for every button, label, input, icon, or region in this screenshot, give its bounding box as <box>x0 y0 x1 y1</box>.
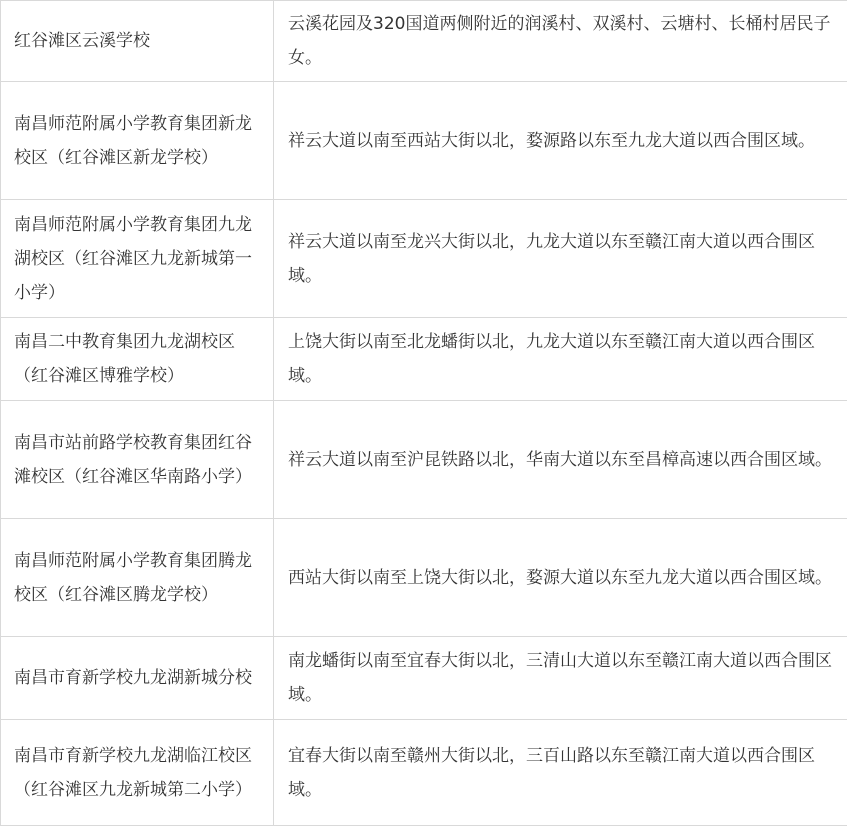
enrollment-area-cell: 上饶大街以南至北龙蟠街以北，九龙大道以东至赣江南大道以西合围区域。 <box>274 318 847 401</box>
table-row <box>1 401 847 519</box>
table-row <box>1 200 847 318</box>
school-name-cell: 南昌师范附属小学教育集团九龙湖校区（红谷滩区九龙新城第一小学） <box>1 200 274 318</box>
enrollment-area-cell: 祥云大道以南至沪昆铁路以北，华南大道以东至昌樟高速以西合围区域。 <box>274 401 847 519</box>
enrollment-area-cell: 宜春大街以南至赣州大街以北，三百山路以东至赣江南大道以西合围区域。 <box>274 720 847 826</box>
school-name-cell: 红谷滩区云溪学校 <box>1 1 274 82</box>
school-name-cell: 南昌师范附属小学教育集团腾龙校区（红谷滩区腾龙学校） <box>1 519 274 637</box>
table-row <box>1 519 847 637</box>
table-row <box>1 82 847 200</box>
table-body <box>1 1 847 826</box>
school-name-cell: 南昌市育新学校九龙湖临江校区（红谷滩区九龙新城第二小学） <box>1 720 274 826</box>
table-row <box>1 720 847 826</box>
table-row <box>1 1 847 82</box>
enrollment-area-cell: 祥云大道以南至西站大街以北，婺源路以东至九龙大道以西合围区域。 <box>274 82 847 200</box>
enrollment-area-cell: 西站大街以南至上饶大街以北，婺源大道以东至九龙大道以西合围区域。 <box>274 519 847 637</box>
school-name-cell: 南昌二中教育集团九龙湖校区（红谷滩区博雅学校） <box>1 318 274 401</box>
school-name-cell: 南昌师范附属小学教育集团新龙校区（红谷滩区新龙学校） <box>1 82 274 200</box>
table-row <box>1 637 847 720</box>
enrollment-area-cell: 云溪花园及320国道两侧附近的润溪村、双溪村、云塘村、长桶村居民子女。 <box>274 1 847 82</box>
school-name-cell: 南昌市站前路学校教育集团红谷滩校区（红谷滩区华南路小学） <box>1 401 274 519</box>
table-row <box>1 318 847 401</box>
enrollment-area-cell: 祥云大道以南至龙兴大街以北，九龙大道以东至赣江南大道以西合围区域。 <box>274 200 847 318</box>
school-name-cell: 南昌市育新学校九龙湖新城分校 <box>1 637 274 720</box>
enrollment-area-cell: 南龙蟠街以南至宜春大街以北，三清山大道以东至赣江南大道以西合围区域。 <box>274 637 847 720</box>
